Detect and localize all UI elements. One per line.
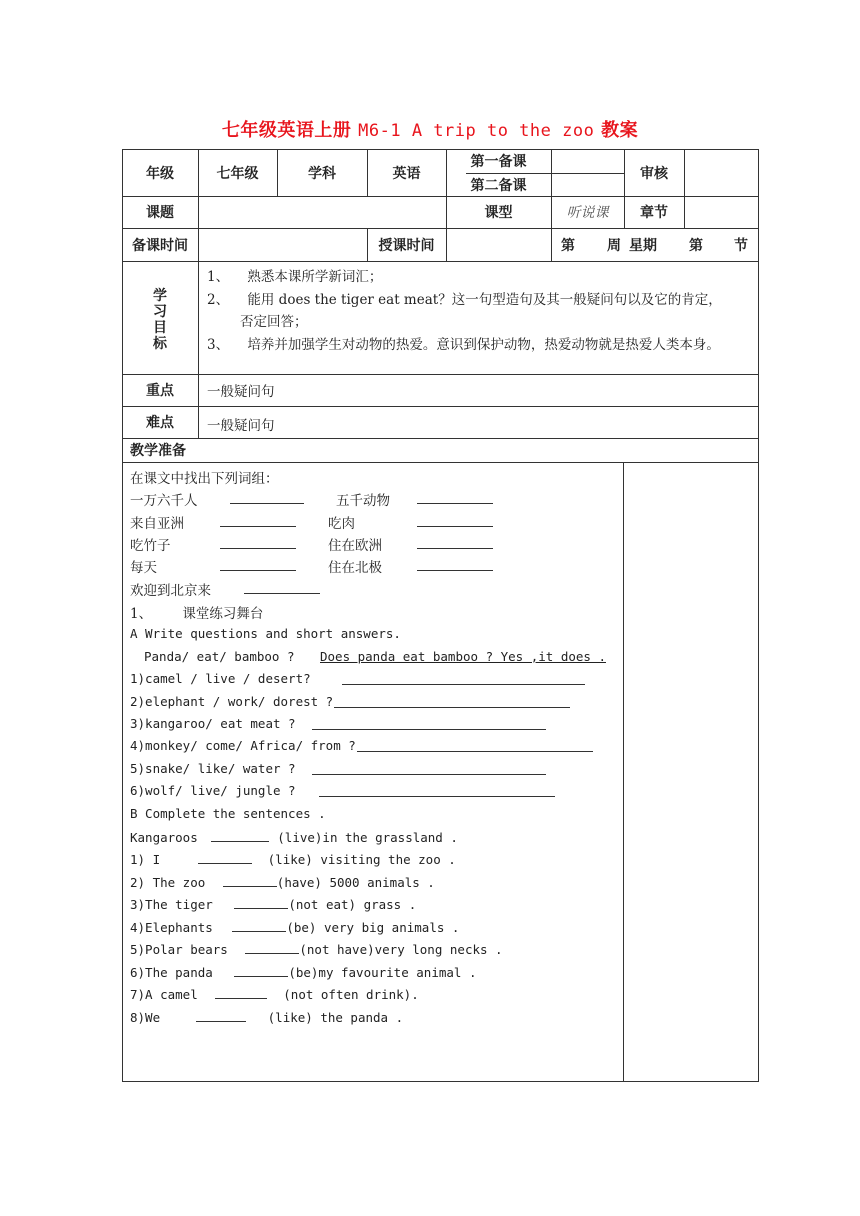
part-b-item-4-blank[interactable]: [232, 919, 286, 932]
phrase-2-right: 吃肉: [328, 516, 355, 532]
topic-label: 课题: [146, 205, 174, 221]
phrase-1-left-blank[interactable]: [230, 491, 304, 504]
part-b-item-7: [130, 986, 419, 1002]
section-1: [130, 602, 263, 622]
objective-2: [207, 288, 722, 308]
teach-time-label: 授课时间: [378, 237, 435, 254]
part-a-item-4-blank[interactable]: [357, 739, 593, 752]
prep1-label: 第一备课: [470, 154, 527, 170]
section-1-title: 课堂练习舞台: [182, 606, 264, 622]
grade-value: 七年级: [216, 165, 259, 182]
part-b-item-3: [130, 896, 416, 912]
objective-2-text: 能用 does the tiger eat meat？这一句型造句及其一般疑问句以及它的肯定，: [247, 292, 722, 308]
part-a-example-prompt: Panda/ eat/ bamboo ?: [144, 649, 295, 664]
objective-1-text: 熟悉本课所学新词汇；: [247, 269, 383, 285]
type-value: 听说课: [566, 205, 609, 221]
period-prefix: 第: [689, 237, 703, 254]
part-b-item-4-post: (be) very big animals .: [286, 920, 460, 935]
part-b-item-6: [130, 964, 476, 980]
subject-label: 学科: [308, 165, 336, 182]
objectives-label: [150, 288, 170, 352]
part-b-item-7-pre: 7)A camel: [130, 987, 198, 1002]
phrase-1-right-blank[interactable]: [417, 491, 493, 504]
part-b-item-0: [130, 829, 458, 845]
section-1-num: 1、: [130, 606, 153, 622]
objective-1-num: 1、: [207, 269, 230, 285]
phrase-3-right-blank[interactable]: [417, 536, 493, 549]
phrase-5-left: 欢迎到北京来: [130, 583, 211, 599]
part-b-item-5-blank[interactable]: [245, 941, 299, 954]
part-b-item-3-pre: 3)The tiger: [130, 897, 213, 912]
schedule: [551, 228, 759, 261]
phrase-2-left: 来自亚洲: [130, 516, 184, 532]
part-a-title: A Write questions and short answers.: [130, 626, 401, 641]
objective-2-cont: 否定回答；: [240, 314, 308, 330]
part-b-item-6-blank[interactable]: [234, 964, 288, 977]
phrase-4-left-blank[interactable]: [220, 558, 296, 571]
part-a-item-6-blank[interactable]: [319, 784, 555, 797]
part-b-item-4: [130, 919, 459, 935]
part-b-item-5: [130, 941, 503, 957]
part-b-item-2-blank[interactable]: [223, 874, 277, 887]
part-b-item-2: [130, 874, 435, 890]
part-b-item-6-pre: 6)The panda: [130, 965, 213, 980]
part-b-item-8-post: (like) the panda .: [267, 1010, 404, 1025]
part-a-item-1: 1)camel / live / desert?: [130, 671, 311, 686]
phrase-1-right: 五千动物: [336, 493, 390, 509]
part-a-item-6: 6)wolf/ live/ jungle ?: [130, 783, 296, 798]
week: 周: [607, 237, 621, 254]
title-cn-suffix: 教案: [601, 120, 639, 141]
difficulty-value: 一般疑问句: [207, 418, 275, 434]
phrase-2-left-blank[interactable]: [220, 514, 296, 527]
week-prefix: 第: [561, 237, 575, 254]
phrase-4-left: 每天: [130, 560, 157, 576]
period: 节: [734, 237, 748, 254]
weekday: 星期: [629, 237, 657, 254]
part-b-item-1: [130, 851, 456, 867]
phrase-3-left-blank[interactable]: [220, 536, 296, 549]
review-label: 审核: [640, 165, 668, 182]
key-point-label: 重点: [146, 383, 174, 399]
objective-1: [207, 265, 382, 285]
part-b-item-2-post: (have) 5000 animals .: [276, 875, 435, 890]
part-a-item-4: 4)monkey/ come/ Africa/ from ?: [130, 738, 356, 753]
part-b-item-5-pre: 5)Polar bears: [130, 942, 228, 957]
phrase-3-left: 吃竹子: [130, 538, 171, 554]
prep-time-label: 备课时间: [132, 237, 188, 254]
phrase-5-left-blank[interactable]: [244, 581, 320, 594]
phrase-4-right: 住在北极: [328, 560, 382, 576]
part-b-item-1-post: (like) visiting the zoo .: [267, 852, 456, 867]
part-b-title: B Complete the sentences .: [130, 806, 326, 821]
objective-3: [207, 333, 720, 353]
part-b-item-3-post: (not eat) grass .: [288, 897, 417, 912]
prep-label: 教学准备: [130, 443, 186, 459]
grade-label: 年级: [146, 165, 174, 182]
part-b-item-7-blank[interactable]: [215, 986, 267, 999]
part-a-item-5: 5)snake/ like/ water ?: [130, 761, 296, 776]
objective-2-num: 2、: [207, 292, 230, 308]
objective-3-text: 培养并加强学生对动物的热爱。意识到保护动物，热爱动物就是热爱人类本身。: [247, 337, 720, 353]
prep2-label: 第二备课: [470, 177, 527, 194]
part-a-item-1-blank[interactable]: [342, 672, 585, 685]
part-b-item-1-pre: 1) I: [130, 852, 161, 867]
difficulty-label: 难点: [146, 415, 174, 431]
phrases-intro: 在课文中找出下列词组：: [130, 471, 279, 487]
part-b-item-8: [130, 1009, 403, 1025]
chapter-label: 章节: [640, 205, 668, 221]
part-b-item-1-blank[interactable]: [198, 851, 252, 864]
part-b-item-0-blank[interactable]: [211, 829, 269, 842]
subject-value: 英语: [392, 165, 421, 182]
part-b-item-0-pre: Kangaroos: [130, 830, 198, 845]
phrase-4-right-blank[interactable]: [417, 558, 493, 571]
part-a-item-2: 2)elephant / work/ dorest ?: [130, 694, 334, 709]
phrase-1-left: 一万六千人: [130, 493, 198, 509]
type-label: 课型: [484, 205, 513, 221]
part-b-item-8-blank[interactable]: [196, 1009, 246, 1022]
key-point-value: 一般疑问句: [207, 384, 275, 400]
phrase-3-right: 住在欧洲: [328, 538, 382, 554]
part-b-item-3-blank[interactable]: [234, 896, 288, 909]
part-a-item-2-blank[interactable]: [334, 695, 570, 708]
phrase-2-right-blank[interactable]: [417, 514, 493, 527]
part-b-item-4-pre: 4)Elephants: [130, 920, 213, 935]
title-cn-prefix: 七年级英语上册: [221, 120, 352, 141]
part-b-item-7-post: (not often drink).: [283, 987, 419, 1002]
part-a-item-3-blank[interactable]: [312, 717, 546, 730]
part-b-item-6-post: (be)my favourite animal .: [288, 965, 477, 980]
part-b-item-2-pre: 2) The zoo: [130, 875, 206, 890]
part-a-item-5-blank[interactable]: [312, 762, 546, 775]
part-a-example-answer: Does panda eat bamboo ? Yes ,it does .: [320, 649, 606, 664]
objective-3-num: 3、: [207, 337, 230, 353]
title-en-main: M6-1 A trip to the zoo: [358, 121, 595, 141]
part-b-item-5-post: (not have)very long necks .: [299, 942, 503, 957]
objectives-label-text: 学习目标: [153, 288, 167, 352]
part-a-item-3: 3)kangaroo/ eat meat ?: [130, 716, 296, 731]
document-title: [0, 116, 860, 142]
part-b-item-0-post: (live)in the grassland .: [277, 830, 458, 845]
part-b-item-8-pre: 8)We: [130, 1010, 161, 1025]
